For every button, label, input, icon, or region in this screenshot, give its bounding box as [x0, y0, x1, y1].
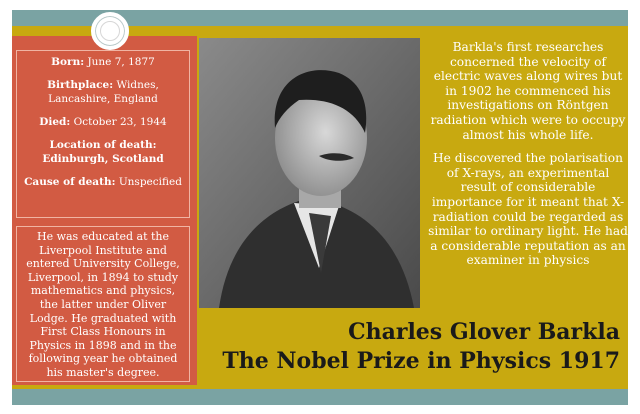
circle-ornament-icon	[91, 12, 129, 50]
biography-text: He was educated at the Liverpool Institute and entered University College, Liverpool, in 1894 to study mathematics and physics, the latter under Oliver Lodge. He graduated with First Class Honours in Physics in 1898 and in the following year he obtained his master's degree.	[26, 230, 180, 379]
title-block	[212, 318, 620, 376]
fact-location-of-death: Location of death: Edinburgh, Scotland	[42, 139, 164, 165]
research-text	[428, 40, 628, 277]
biography-box	[16, 226, 190, 382]
bottom-band	[12, 389, 628, 405]
fact-birthplace: Birthplace: Widnes, Lancashire, England	[47, 79, 159, 105]
research-paragraph-1: Barkla's first researches concerned the velocity of electric waves along wires but in 1902 he commenced his investigations on Röntgen radiation which were to occupy almost his whole life.	[430, 40, 626, 142]
facts-box	[16, 50, 190, 218]
prize-title: The Nobel Prize in Physics 1917	[222, 348, 620, 374]
portrait-illustration	[199, 38, 420, 308]
fact-born: Born: June 7, 1877	[51, 56, 155, 68]
fact-cause-of-death: Cause of death: Unspecified	[24, 176, 182, 188]
research-paragraph-2: He discovered the polarisation of X-rays, an experimental result of considerable importance for it meant that X-radiation could be regarded as similar to ordinary light. He had a considerable reputation as an examiner in physics	[428, 151, 628, 268]
fact-died: Died: October 23, 1944	[39, 116, 167, 128]
laureate-name: Charles Glover Barkla	[348, 319, 620, 345]
portrait-photo	[199, 38, 420, 308]
